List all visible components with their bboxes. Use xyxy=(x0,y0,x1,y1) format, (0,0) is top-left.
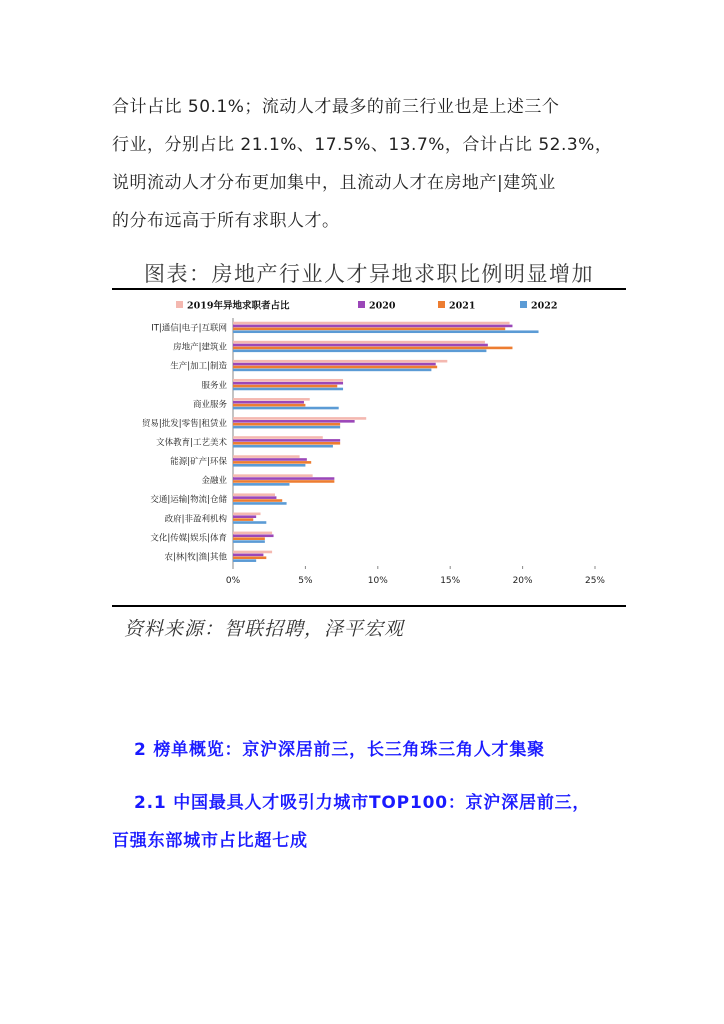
legend-swatch xyxy=(358,301,365,308)
bar xyxy=(233,420,355,423)
paragraph-line: 说明流动人才分布更加集中，且流动人才在房地产|建筑业 xyxy=(112,173,556,193)
category-label: 文体教育|工艺美术 xyxy=(156,438,227,448)
paragraph-line: 合计占比 50.1%；流动人才最多的前三行业也是上述三个 xyxy=(112,97,560,117)
paragraph-line: 行业，分别占比 21.1%、17.5%、13.7%，合计占比 52.3%， xyxy=(112,135,613,155)
bar xyxy=(233,513,261,516)
bar xyxy=(233,382,343,385)
bar xyxy=(233,502,287,505)
bar xyxy=(233,423,340,426)
x-tick-label: 20% xyxy=(512,576,533,586)
bar xyxy=(233,341,485,344)
bar xyxy=(233,325,512,328)
bar xyxy=(233,559,256,562)
bar xyxy=(233,474,313,477)
category-label: 商业服务 xyxy=(192,399,227,410)
bar xyxy=(233,483,289,486)
category-label: 能源|矿产|环保 xyxy=(170,457,227,468)
bar xyxy=(233,363,436,366)
x-tick-label: 0% xyxy=(225,576,241,586)
category-label: 房地产|建筑业 xyxy=(173,342,227,353)
bar xyxy=(233,537,265,540)
figure-title: 图表：房地产行业人才异地求职比例明显增加 xyxy=(144,262,594,286)
bar xyxy=(233,385,337,388)
bar xyxy=(233,417,366,420)
legend-label: 2021 xyxy=(449,300,476,312)
category-label: 农|林|牧|渔|其他 xyxy=(164,552,227,563)
category-label: 政府|非盈利机构 xyxy=(164,514,227,525)
figure-bottom-rule xyxy=(112,605,626,607)
bar xyxy=(233,554,263,557)
chart-bars xyxy=(233,322,539,562)
subsection-heading xyxy=(112,784,632,860)
legend-swatch xyxy=(520,301,527,308)
x-tick-label: 10% xyxy=(367,576,388,586)
bar xyxy=(233,458,307,461)
bar xyxy=(233,445,333,448)
bar xyxy=(233,401,304,404)
bar xyxy=(233,439,340,442)
category-label: 文化|传媒|娱乐|体育 xyxy=(150,533,227,544)
bar xyxy=(233,480,334,483)
category-label: IT|通信|电子|互联网 xyxy=(151,323,227,334)
subsection-heading-line: 百强东部城市占比超七成 xyxy=(112,831,308,851)
bar xyxy=(233,407,339,410)
bar xyxy=(233,464,305,467)
bar xyxy=(233,540,265,543)
bar xyxy=(233,436,323,439)
legend-swatch xyxy=(438,301,445,308)
bar xyxy=(233,534,274,537)
bar xyxy=(233,369,431,372)
bar xyxy=(233,426,340,429)
category-label: 服务业 xyxy=(201,380,227,391)
bar xyxy=(233,551,272,554)
x-tick-label: 25% xyxy=(584,576,606,586)
x-tick-label: 5% xyxy=(298,576,313,586)
bar xyxy=(233,328,505,331)
category-label: 生产|加工|制造 xyxy=(170,361,227,372)
bar xyxy=(233,350,486,353)
bar xyxy=(233,493,275,496)
bar xyxy=(233,344,488,347)
bar xyxy=(233,499,282,502)
category-label: 贸易|批发|零售|租赁业 xyxy=(141,418,227,429)
bar xyxy=(233,322,510,325)
bar xyxy=(233,556,266,559)
x-tick-label: 15% xyxy=(440,576,461,586)
bar xyxy=(233,461,311,464)
figure-source: 资料来源：智联招聘，泽平宏观 xyxy=(124,618,405,640)
category-label: 金融业 xyxy=(201,476,227,487)
body-paragraph xyxy=(112,88,622,240)
bar xyxy=(233,360,447,363)
bar xyxy=(233,379,343,382)
bar xyxy=(233,477,334,480)
bar xyxy=(233,398,310,401)
chart-category-labels xyxy=(142,323,228,563)
subsection-heading-line: 2.1 中国最具人才吸引力城市TOP100：京沪深居前三， xyxy=(134,793,591,813)
legend-label: 2022 xyxy=(531,300,558,312)
bar xyxy=(233,347,512,350)
legend-swatch xyxy=(176,301,183,308)
legend-label: 2019年异地求职者占比 xyxy=(187,300,290,312)
bar xyxy=(233,404,305,407)
bar xyxy=(233,532,272,535)
chart-legend xyxy=(176,300,557,312)
paragraph-line: 的分布远高于所有求职人才。 xyxy=(112,211,340,231)
bar xyxy=(233,455,300,458)
bar xyxy=(233,515,256,518)
bar xyxy=(233,388,343,391)
section-heading: 2 榜单概览：京沪深居前三，长三角珠三角人才集聚 xyxy=(134,740,545,760)
bar-chart xyxy=(112,290,626,605)
chart-tick-labels xyxy=(226,576,606,586)
bar xyxy=(233,521,266,524)
bar xyxy=(233,330,539,333)
category-label: 交通|运输|物流|仓储 xyxy=(150,495,227,506)
bar xyxy=(233,366,437,369)
legend-label: 2020 xyxy=(369,300,396,312)
bar xyxy=(233,442,340,445)
bar xyxy=(233,518,253,521)
bar xyxy=(233,496,276,499)
